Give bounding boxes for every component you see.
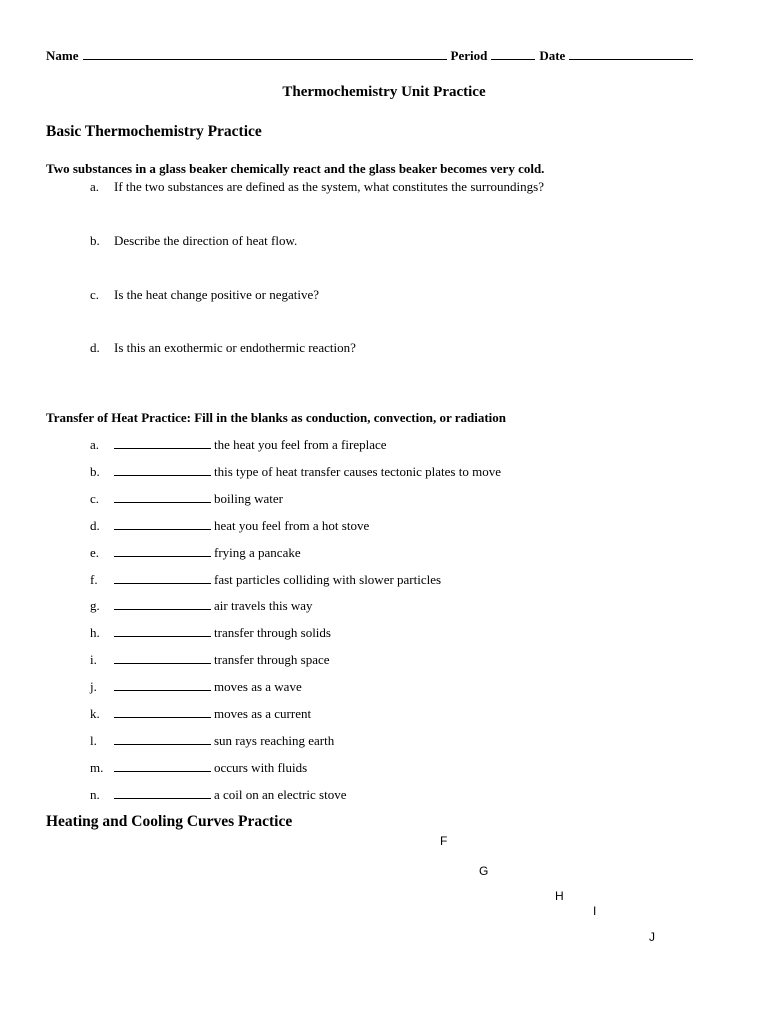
question-text: If the two substances are defined as the system, what constitutes the surroundings? [114, 179, 544, 194]
item-text: transfer through space [214, 652, 330, 668]
list-item [90, 760, 307, 776]
item-text: moves as a wave [214, 679, 302, 695]
item-letter: b. [90, 463, 100, 479]
question-text: Is the heat change positive or negative? [114, 287, 320, 302]
question-text: Is this an exothermic or endothermic reaction? [114, 340, 356, 355]
list-item [90, 679, 302, 695]
list-item [90, 706, 311, 722]
item-text: frying a pancake [214, 544, 301, 560]
answer-blank[interactable] [114, 491, 211, 503]
curve-label-i: I [593, 904, 597, 918]
answer-blank[interactable] [114, 518, 211, 530]
item-text: a coil on an electric stove [214, 786, 347, 802]
list-item [90, 545, 301, 561]
question-letter: a. [90, 179, 100, 194]
name-blank[interactable] [83, 47, 447, 60]
list-item [90, 598, 313, 614]
item-letter: e. [90, 544, 100, 560]
item-text: boiling water [214, 490, 283, 506]
item-letter: i. [90, 652, 97, 668]
answer-blank[interactable] [114, 625, 211, 637]
page-title: Thermochemistry Unit Practice [282, 84, 486, 100]
question-c [90, 287, 319, 303]
header-line [46, 47, 726, 64]
date-blank[interactable] [569, 47, 693, 60]
item-letter: k. [90, 706, 100, 721]
answer-blank[interactable] [114, 652, 211, 664]
date-label: Date [539, 48, 566, 63]
section-heading-curves: Heating and Cooling Curves Practice [46, 813, 293, 830]
list-item [90, 491, 283, 507]
list-item [90, 464, 501, 480]
item-letter: f. [90, 571, 98, 587]
list-item [90, 518, 369, 534]
name-label: Name [46, 48, 79, 63]
answer-blank[interactable] [114, 760, 211, 772]
question-letter: b. [90, 233, 100, 248]
question-a [90, 179, 544, 195]
answer-blank[interactable] [114, 706, 211, 718]
period-label: Period [450, 48, 488, 63]
period-blank[interactable] [491, 47, 535, 60]
item-letter: l. [90, 732, 97, 748]
answer-blank[interactable] [114, 598, 211, 610]
answer-blank[interactable] [114, 545, 211, 557]
curve-label-h: H [555, 889, 564, 903]
answer-blank[interactable] [114, 464, 211, 476]
answer-blank[interactable] [114, 572, 211, 584]
item-text: fast particles colliding with slower particles [214, 571, 442, 587]
question-text: Describe the direction of heat flow. [114, 233, 298, 248]
answer-blank[interactable] [114, 437, 211, 449]
item-letter: d. [90, 517, 100, 533]
question-letter: c. [90, 287, 100, 302]
list-item [90, 787, 346, 803]
item-text: moves as a current [214, 706, 312, 721]
curve-label-j: J [649, 930, 655, 944]
item-letter: g. [90, 598, 100, 614]
list-item [90, 572, 441, 588]
question-b [90, 233, 297, 249]
section-heading-basic: Basic Thermochemistry Practice [46, 123, 262, 140]
item-letter: n. [90, 786, 100, 802]
curve-label-g: G [479, 864, 489, 878]
list-item [90, 437, 387, 453]
item-text: heat you feel from a hot stove [214, 517, 370, 533]
item-text: the heat you feel from a fireplace [214, 437, 387, 452]
section-prompt-heat-transfer: Transfer of Heat Practice: Fill in the blanks as conduction, convection, or radiation [46, 410, 507, 425]
item-text: transfer through solids [214, 625, 331, 641]
curve-label-f: F [440, 834, 448, 848]
list-item [90, 652, 330, 668]
item-letter: m. [90, 759, 104, 775]
item-letter: c. [90, 490, 100, 506]
item-text: occurs with fluids [214, 759, 308, 775]
answer-blank[interactable] [114, 733, 211, 745]
section-prompt-basic: Two substances in a glass beaker chemically react and the glass beaker becomes very cold. [46, 161, 545, 176]
item-letter: a. [90, 437, 100, 452]
item-letter: h. [90, 625, 100, 641]
question-letter: d. [90, 340, 100, 355]
answer-blank[interactable] [114, 679, 211, 691]
item-letter: j. [90, 679, 97, 695]
list-item [90, 625, 331, 641]
item-text: this type of heat transfer causes tectonic plates to move [214, 463, 501, 479]
answer-blank[interactable] [114, 787, 211, 799]
list-item [90, 733, 334, 749]
item-text: sun rays reaching earth [214, 732, 335, 748]
item-text: air travels this way [214, 598, 313, 614]
question-d [90, 340, 356, 356]
